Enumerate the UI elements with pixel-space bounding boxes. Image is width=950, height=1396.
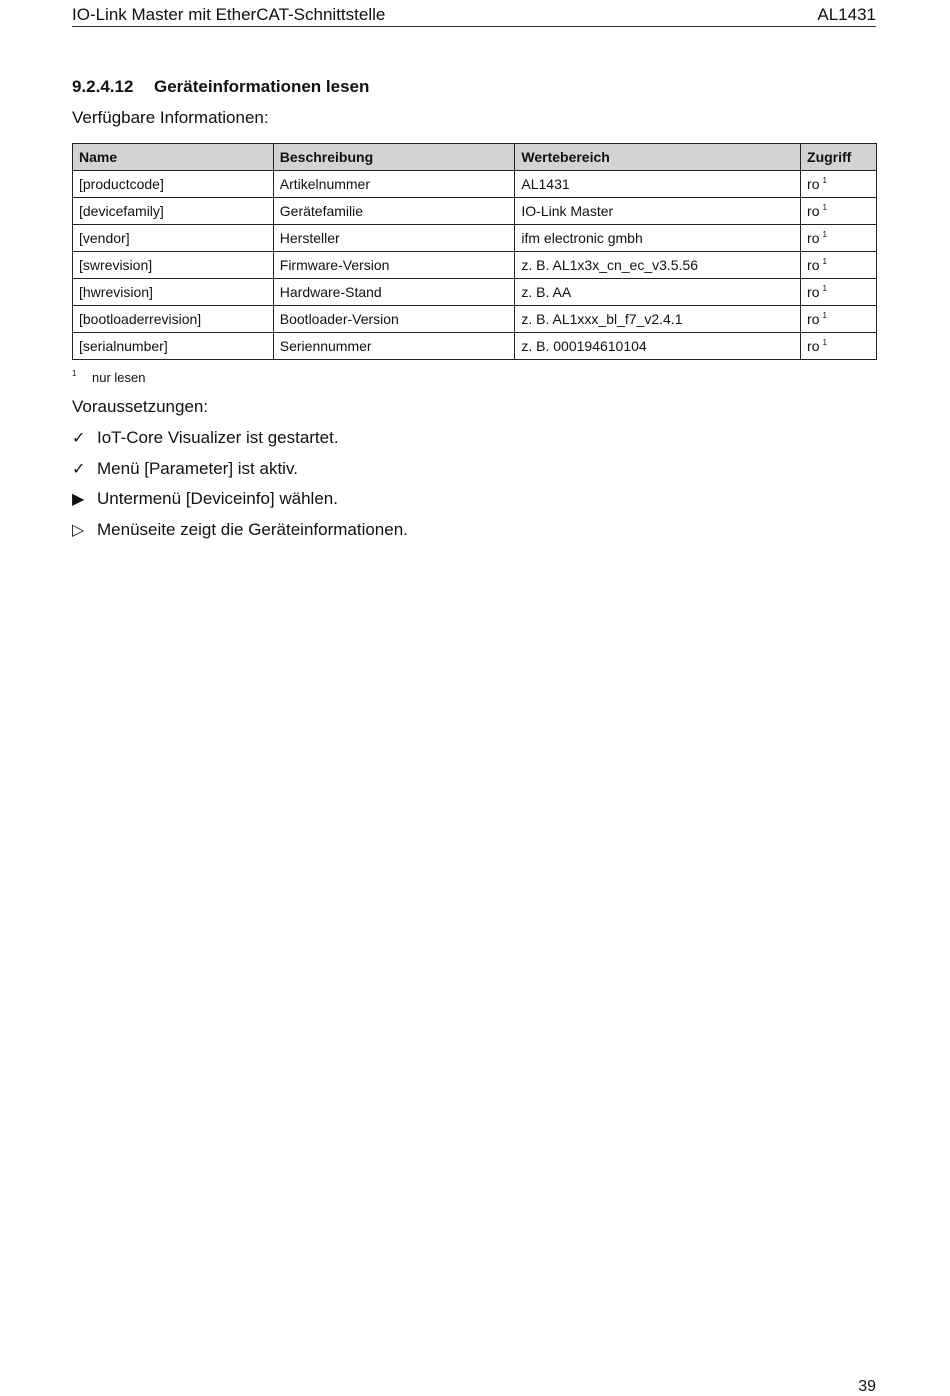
footnote-reference: 1 xyxy=(822,203,827,212)
step-text: Menü [Parameter] ist aktiv. xyxy=(97,458,298,478)
column-header-description: Beschreibung xyxy=(273,144,515,171)
cell-name: [hwrevision] xyxy=(73,279,274,306)
cell-description: Gerätefamilie xyxy=(273,198,515,225)
footnote-reference: 1 xyxy=(822,338,827,347)
access-value: ro xyxy=(807,257,820,273)
table-row xyxy=(73,306,877,333)
cell-range: IO-Link Master xyxy=(515,198,801,225)
cell-name: [swrevision] xyxy=(73,252,274,279)
check-icon: ✓ xyxy=(72,430,86,447)
cell-description: Firmware-Version xyxy=(273,252,515,279)
step-text: Untermenü [Deviceinfo] wählen. xyxy=(97,489,338,508)
cell-range: z. B. AL1xxx_bl_f7_v2.4.1 xyxy=(515,306,801,333)
cell-name: [productcode] xyxy=(73,171,274,198)
section-heading xyxy=(72,77,369,97)
device-info-table xyxy=(72,143,877,360)
table-row xyxy=(73,252,877,279)
footnote-reference: 1 xyxy=(822,176,827,185)
cell-name: [bootloaderrevision] xyxy=(73,306,274,333)
access-value: ro xyxy=(807,284,820,300)
footnote-reference: 1 xyxy=(822,257,827,266)
column-header-range: Wertebereich xyxy=(515,144,801,171)
cell-access xyxy=(801,252,877,279)
table-row xyxy=(73,225,877,252)
column-header-name: Name xyxy=(73,144,274,171)
cell-access xyxy=(801,306,877,333)
table-header-row xyxy=(73,144,877,171)
access-value: ro xyxy=(807,203,820,219)
cell-description: Hersteller xyxy=(273,225,515,252)
cell-description: Artikelnummer xyxy=(273,171,515,198)
cell-range: z. B. AA xyxy=(515,279,801,306)
column-header-access: Zugriff xyxy=(801,144,877,171)
cell-description: Hardware-Stand xyxy=(273,279,515,306)
check-icon: ✓ xyxy=(72,460,86,478)
access-value: ro xyxy=(807,230,820,246)
cell-range: ifm electronic gmbh xyxy=(515,225,801,252)
cell-range: z. B. AL1x3x_cn_ec_v3.5.56 xyxy=(515,252,801,279)
prerequisite-item xyxy=(72,427,408,458)
footnote-mark: 1 xyxy=(72,369,77,378)
cell-description: Bootloader-Version xyxy=(273,306,515,333)
cell-access xyxy=(801,279,877,306)
access-value: ro xyxy=(807,176,820,192)
table-row xyxy=(73,333,877,360)
cell-access xyxy=(801,171,877,198)
instruction-steps xyxy=(72,427,408,549)
access-value: ro xyxy=(807,311,820,327)
action-triangle-icon: ▶ xyxy=(72,491,85,508)
cell-access xyxy=(801,333,877,360)
section-title: Geräteinformationen lesen xyxy=(154,77,370,96)
page-header xyxy=(72,4,876,27)
cell-description: Seriennummer xyxy=(273,333,515,360)
cell-name: [serialnumber] xyxy=(73,333,274,360)
result-triangle-icon: ▷ xyxy=(72,521,85,539)
footnote-reference: 1 xyxy=(822,284,827,293)
page-number: 39 xyxy=(858,1378,876,1395)
footnote-text: nur lesen xyxy=(92,370,146,385)
action-item xyxy=(72,488,408,519)
intro-text: Verfügbare Informationen: xyxy=(72,108,269,127)
cell-access xyxy=(801,198,877,225)
prerequisites-label: Voraussetzungen: xyxy=(72,397,209,416)
footnote-reference: 1 xyxy=(822,311,827,320)
document-title: IO-Link Master mit EtherCAT-Schnittstelle xyxy=(72,5,386,24)
section-number: 9.2.4.12 xyxy=(72,77,134,96)
table-row xyxy=(73,198,877,225)
table-footnote xyxy=(72,369,145,385)
access-value: ro xyxy=(807,338,820,354)
cell-name: [devicefamily] xyxy=(73,198,274,225)
footnote-reference: 1 xyxy=(822,230,827,239)
cell-access xyxy=(801,225,877,252)
step-text: Menüseite zeigt die Geräteinformationen. xyxy=(97,519,408,539)
result-item xyxy=(72,519,408,550)
cell-range: AL1431 xyxy=(515,171,801,198)
cell-range: z. B. 000194610104 xyxy=(515,333,801,360)
step-text: IoT-Core Visualizer ist gestartet. xyxy=(97,428,339,447)
table-row xyxy=(73,171,877,198)
prerequisite-item xyxy=(72,458,408,489)
cell-name: [vendor] xyxy=(73,225,274,252)
table-row xyxy=(73,279,877,306)
product-code: AL1431 xyxy=(817,5,876,24)
